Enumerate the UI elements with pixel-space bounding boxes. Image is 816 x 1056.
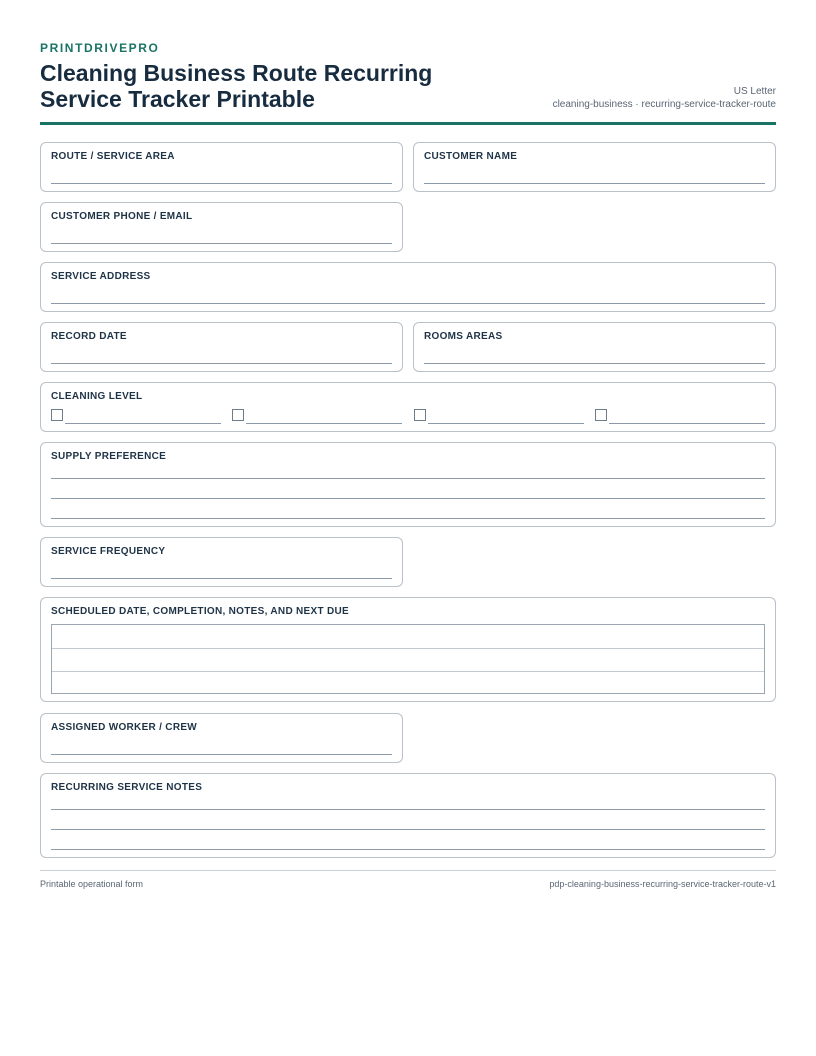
assigned-worker-input-line[interactable] [51, 754, 392, 755]
cleaning-level-checkbox-1[interactable] [51, 409, 63, 421]
cleaning-level-checkbox-4[interactable] [595, 409, 607, 421]
header-divider [40, 122, 776, 125]
route-label: ROUTE / SERVICE AREA [51, 151, 175, 162]
recurring-notes-label: RECURRING SERVICE NOTES [51, 782, 203, 793]
service-address-label: SERVICE ADDRESS [51, 271, 151, 282]
cleaning-level-checkbox-2[interactable] [232, 409, 244, 421]
schedule-table-field [40, 597, 776, 702]
document-meta [553, 85, 776, 111]
rooms-areas-label: ROOMS AREAS [424, 331, 503, 342]
cleaning-level-option-line-1[interactable] [65, 423, 221, 424]
cleaning-level-field [40, 382, 776, 432]
document-slug: cleaning-business · recurring-service-tracker-route [552, 99, 776, 110]
recurring-notes-field [40, 773, 776, 858]
schedule-table [51, 624, 765, 694]
assigned-worker-label: ASSIGNED WORKER / CREW [51, 722, 198, 733]
customer-name-label: CUSTOMER NAME [424, 151, 518, 162]
customer-name-field [413, 142, 776, 192]
cleaning-level-option-line-2[interactable] [246, 423, 402, 424]
footer-left-text: Printable operational form [40, 879, 144, 889]
cleaning-level-option-line-4[interactable] [609, 423, 765, 424]
record-date-label: RECORD DATE [51, 331, 127, 342]
paper-size: US Letter [733, 86, 776, 97]
supply-preference-line-3[interactable] [51, 518, 765, 519]
record-date-input-line[interactable] [51, 363, 392, 364]
recurring-notes-line-1[interactable] [51, 809, 765, 810]
schedule-table-row-divider [52, 671, 764, 672]
service-frequency-label: SERVICE FREQUENCY [51, 546, 166, 557]
rooms-areas-input-line[interactable] [424, 363, 765, 364]
supply-preference-line-2[interactable] [51, 498, 765, 499]
service-address-input-line[interactable] [51, 303, 765, 304]
customer-contact-label: CUSTOMER PHONE / EMAIL [51, 211, 193, 222]
supply-preference-line-1[interactable] [51, 478, 765, 479]
customer-contact-input-line[interactable] [51, 243, 392, 244]
customer-contact-field [40, 202, 403, 252]
recurring-notes-line-3[interactable] [51, 849, 765, 850]
cleaning-level-option-line-3[interactable] [428, 423, 584, 424]
page-title: Cleaning Business Route Recurring Service Tracker Printable [40, 60, 433, 112]
service-frequency-input-line[interactable] [51, 578, 392, 579]
assigned-worker-field [40, 713, 403, 763]
brand-name: PRINTDRIVEPRO [40, 41, 160, 55]
service-address-field [40, 262, 776, 312]
recurring-notes-line-2[interactable] [51, 829, 765, 830]
footer-divider [40, 870, 776, 871]
customer-name-input-line[interactable] [424, 183, 765, 184]
route-field [40, 142, 403, 192]
schedule-table-row-divider [52, 648, 764, 649]
cleaning-level-checkbox-3[interactable] [414, 409, 426, 421]
supply-preference-label: SUPPLY PREFERENCE [51, 451, 167, 462]
supply-preference-field [40, 442, 776, 527]
footer-form-id: pdp-cleaning-business-recurring-service-tracker-route-v1 [549, 879, 776, 889]
service-frequency-field [40, 537, 403, 587]
route-input-line[interactable] [51, 183, 392, 184]
record-date-field [40, 322, 403, 372]
rooms-areas-field [413, 322, 776, 372]
schedule-table-label: SCHEDULED DATE, COMPLETION, NOTES, AND NEXT DUE [51, 606, 350, 617]
cleaning-level-label: CLEANING LEVEL [51, 391, 143, 402]
